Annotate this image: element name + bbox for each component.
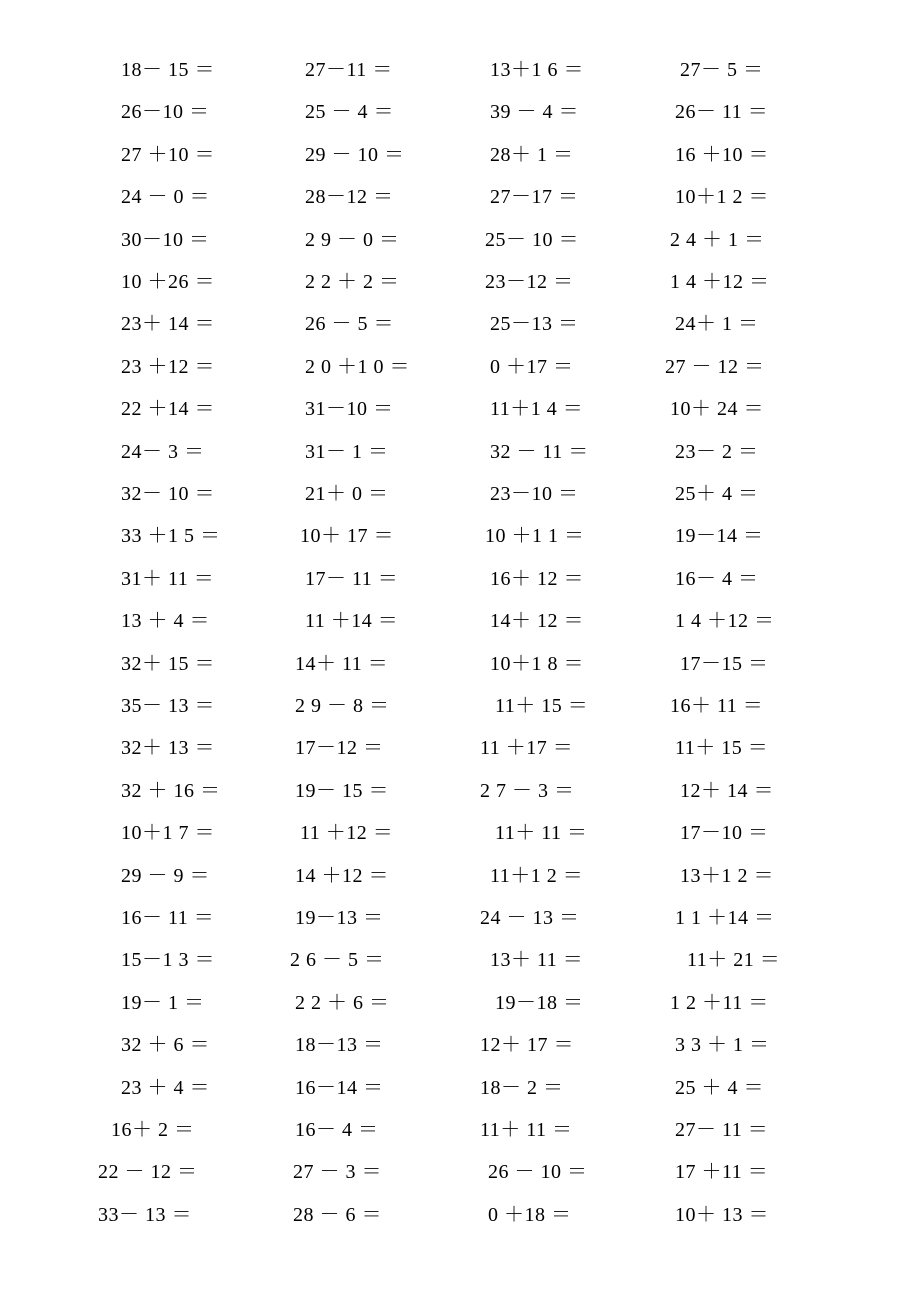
problem-r22-c2: 2 6 － 5 ＝	[290, 949, 385, 972]
problem-r28-c3: 0 ＋18 ＝	[488, 1203, 572, 1226]
problem-r7-c4: 24＋ 1 ＝	[675, 313, 759, 336]
problem-r3-c1: 27 ＋10 ＝	[121, 143, 215, 166]
problem-r7-c2: 26 － 5 ＝	[305, 313, 394, 336]
problem-r9-c2: 31－10 ＝	[305, 398, 394, 421]
problem-r12-c3: 10 ＋1 1 ＝	[485, 525, 585, 548]
problem-r13-c4: 16－ 4 ＝	[675, 567, 759, 590]
problem-r20-c4: 13＋1 2 ＝	[680, 864, 774, 887]
problem-r10-c3: 32 － 11 ＝	[490, 440, 589, 463]
problem-r7-c1: 23＋ 14 ＝	[121, 313, 215, 336]
problem-r27-c2: 27 － 3 ＝	[293, 1161, 382, 1184]
problem-r19-c4: 17－10 ＝	[680, 822, 769, 845]
problem-r9-c1: 22 ＋14 ＝	[121, 398, 215, 421]
problem-r14-c1: 13 ＋ 4 ＝	[121, 610, 210, 633]
problem-r2-c3: 39 － 4 ＝	[490, 101, 579, 124]
problem-r17-c2: 17－12 ＝	[295, 737, 384, 760]
problem-r3-c3: 28＋ 1 ＝	[490, 143, 574, 166]
problem-r8-c1: 23 ＋12 ＝	[121, 355, 215, 378]
problem-r16-c4: 16＋ 11 ＝	[670, 695, 764, 717]
problem-r12-c4: 19－14 ＝	[675, 525, 764, 548]
problem-r22-c1: 15－1 3 ＝	[121, 949, 215, 972]
problem-r18-c3: 2 7 － 3 ＝	[480, 779, 575, 802]
problem-r9-c3: 11＋1 4 ＝	[490, 398, 584, 421]
problem-r16-c1: 35－ 13 ＝	[121, 695, 215, 717]
problem-r17-c3: 11 ＋17 ＝	[480, 737, 574, 760]
problem-r23-c1: 19－ 1 ＝	[121, 991, 205, 1014]
problem-r15-c2: 14＋ 11 ＝	[295, 652, 389, 675]
problem-r21-c4: 1 1 ＋14 ＝	[675, 907, 775, 929]
problem-r2-c1: 26－10 ＝	[121, 101, 210, 124]
problem-r16-c2: 2 9 － 8 ＝	[295, 695, 390, 717]
problem-r21-c1: 16－ 11 ＝	[121, 907, 215, 929]
problem-r24-c1: 32 ＋ 6 ＝	[121, 1034, 210, 1057]
problem-r5-c1: 30－10 ＝	[121, 228, 210, 251]
problem-r24-c3: 12＋ 17 ＝	[480, 1034, 574, 1057]
problem-r12-c1: 33 ＋1 5 ＝	[121, 525, 221, 548]
problem-r22-c3: 13＋ 11 ＝	[490, 949, 584, 972]
problem-r6-c2: 2 2 ＋ 2 ＝	[305, 271, 400, 293]
problem-r23-c4: 1 2 ＋11 ＝	[670, 991, 769, 1014]
problem-r23-c3: 19－18 ＝	[495, 991, 584, 1014]
problem-r28-c1: 33－ 13 ＝	[98, 1203, 192, 1226]
problem-r28-c2: 28 － 6 ＝	[293, 1203, 382, 1226]
problem-r17-c4: 11＋ 15 ＝	[675, 737, 769, 760]
problem-r27-c3: 26 － 10 ＝	[488, 1161, 588, 1184]
problem-r18-c4: 12＋ 14 ＝	[680, 779, 774, 802]
problem-r4-c1: 24 － 0 ＝	[121, 186, 210, 209]
problem-r24-c4: 3 3 ＋ 1 ＝	[675, 1034, 770, 1057]
problem-r13-c1: 31＋ 11 ＝	[121, 567, 215, 590]
problem-r26-c4: 27－ 11 ＝	[675, 1119, 769, 1141]
problem-r6-c4: 1 4 ＋12 ＝	[670, 271, 770, 293]
problem-r19-c3: 11＋ 11 ＝	[495, 822, 588, 845]
problem-r6-c1: 10 ＋26 ＝	[121, 271, 215, 293]
problem-r10-c1: 24－ 3 ＝	[121, 440, 205, 463]
problem-r5-c4: 2 4 ＋ 1 ＝	[670, 228, 765, 251]
problem-r21-c2: 19－13 ＝	[295, 907, 384, 929]
problem-r5-c2: 2 9 － 0 ＝	[305, 228, 400, 251]
problem-r16-c3: 11＋ 15 ＝	[495, 695, 589, 717]
problem-r22-c4: 11＋ 21 ＝	[687, 949, 781, 972]
problem-r19-c2: 11 ＋12 ＝	[300, 822, 394, 845]
problem-r14-c4: 1 4 ＋12 ＝	[675, 610, 775, 633]
problem-r7-c3: 25－13 ＝	[490, 313, 579, 336]
problem-r8-c2: 2 0 ＋1 0 ＝	[305, 355, 410, 378]
problem-r27-c4: 17 ＋11 ＝	[675, 1161, 769, 1184]
problem-r5-c3: 25－ 10 ＝	[485, 228, 579, 251]
problem-r26-c1: 16＋ 2 ＝	[111, 1119, 195, 1141]
problem-r25-c1: 23 ＋ 4 ＝	[121, 1076, 210, 1099]
problem-r20-c3: 11＋1 2 ＝	[490, 864, 584, 887]
problem-r11-c3: 23－10 ＝	[490, 483, 579, 505]
problem-r20-c2: 14 ＋12 ＝	[295, 864, 389, 887]
problem-r8-c4: 27 － 12 ＝	[665, 355, 765, 378]
problem-r13-c2: 17－ 11 ＝	[305, 567, 399, 590]
problem-r27-c1: 22 － 12 ＝	[98, 1161, 198, 1184]
problem-r20-c1: 29 － 9 ＝	[121, 864, 210, 887]
problem-r18-c2: 19－ 15 ＝	[295, 779, 389, 802]
problem-r14-c3: 14＋ 12 ＝	[490, 610, 584, 633]
problem-r18-c1: 32 ＋ 16 ＝	[121, 779, 221, 802]
problem-r25-c3: 18－ 2 ＝	[480, 1076, 564, 1099]
problem-r1-c2: 27－11 ＝	[305, 59, 393, 81]
problem-r12-c2: 10＋ 17 ＝	[300, 525, 394, 548]
problem-r1-c4: 27－ 5 ＝	[680, 59, 764, 81]
problem-r11-c4: 25＋ 4 ＝	[675, 483, 759, 505]
problem-r8-c3: 0 ＋17 ＝	[490, 355, 574, 378]
problem-r10-c4: 23－ 2 ＝	[675, 440, 759, 463]
problem-r24-c2: 18－13 ＝	[295, 1034, 384, 1057]
problem-r25-c4: 25 ＋ 4 ＝	[675, 1076, 764, 1099]
problem-r25-c2: 16－14 ＝	[295, 1076, 384, 1099]
problem-r15-c3: 10＋1 8 ＝	[490, 652, 584, 675]
problem-r2-c2: 25 － 4 ＝	[305, 101, 394, 124]
problem-r2-c4: 26－ 11 ＝	[675, 101, 769, 124]
problem-r15-c1: 32＋ 15 ＝	[121, 652, 215, 675]
problem-r11-c1: 32－ 10 ＝	[121, 483, 215, 505]
problem-r26-c2: 16－ 4 ＝	[295, 1119, 379, 1141]
problem-r4-c4: 10＋1 2 ＝	[675, 186, 769, 209]
problem-r3-c2: 29 － 10 ＝	[305, 143, 405, 166]
problem-r15-c4: 17－15 ＝	[680, 652, 769, 675]
problem-r1-c3: 13＋1 6 ＝	[490, 59, 584, 81]
problem-r19-c1: 10＋1 7 ＝	[121, 822, 215, 845]
problem-r6-c3: 23－12 ＝	[485, 271, 574, 293]
problem-r4-c3: 27－17 ＝	[490, 186, 579, 209]
problem-r17-c1: 32＋ 13 ＝	[121, 737, 215, 760]
problem-r13-c3: 16＋ 12 ＝	[490, 567, 584, 590]
problem-r4-c2: 28－12 ＝	[305, 186, 394, 209]
problem-r26-c3: 11＋ 11 ＝	[480, 1119, 573, 1141]
problem-r1-c1: 18－ 15 ＝	[121, 59, 215, 81]
problem-r23-c2: 2 2 ＋ 6 ＝	[295, 991, 390, 1014]
problem-r11-c2: 21＋ 0 ＝	[305, 483, 389, 505]
problem-r28-c4: 10＋ 13 ＝	[675, 1203, 769, 1226]
problem-r9-c4: 10＋ 24 ＝	[670, 398, 764, 421]
problem-r21-c3: 24 － 13 ＝	[480, 907, 580, 929]
problem-r3-c4: 16 ＋10 ＝	[675, 143, 769, 166]
problem-r14-c2: 11 ＋14 ＝	[305, 610, 399, 633]
problem-r10-c2: 31－ 1 ＝	[305, 440, 389, 463]
